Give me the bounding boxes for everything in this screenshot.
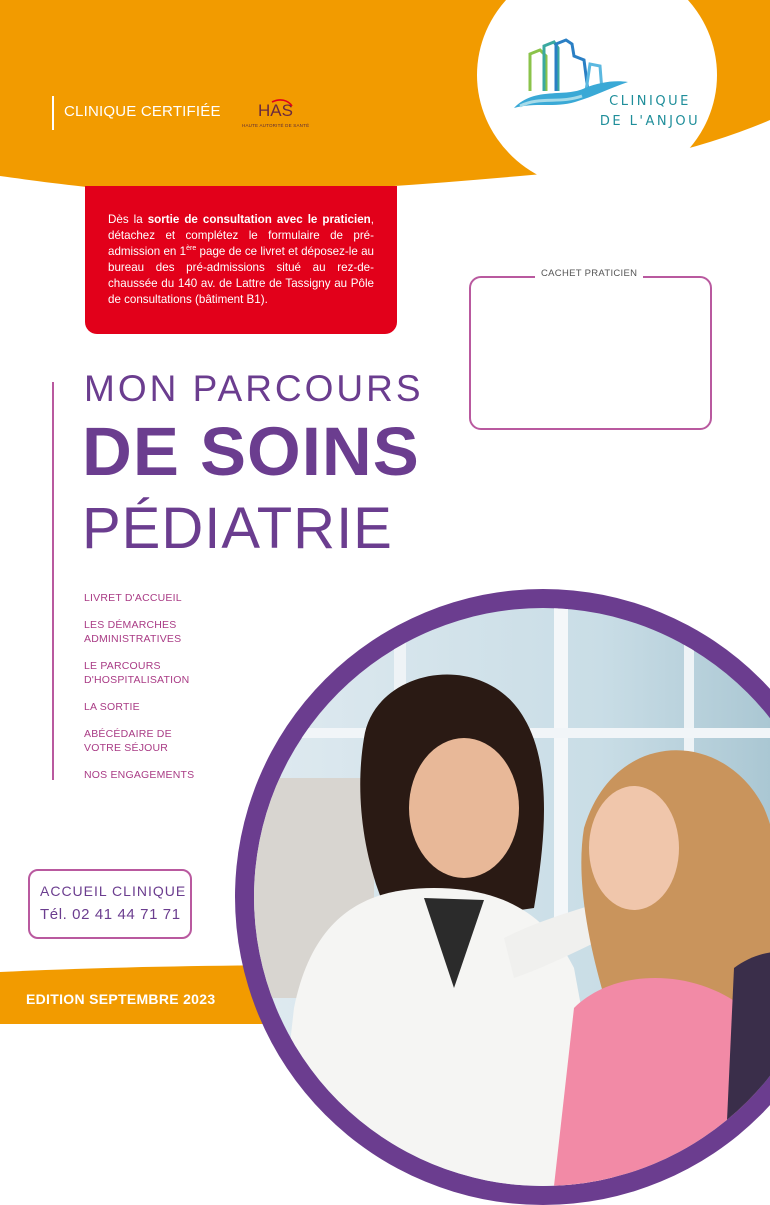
clinic-name-line1: CLINIQUE	[609, 94, 691, 109]
menu-item-livret-accueil[interactable]: LIVRET D'ACCUEIL	[84, 592, 182, 604]
menu-item-abecedaire[interactable]: ABÉCÉDAIRE DE VOTRE SÉJOUR	[84, 728, 172, 754]
clinic-name	[585, 92, 715, 132]
menu-item-sortie[interactable]: LA SORTIE	[84, 701, 140, 713]
menu-item-demarches-administratives[interactable]: LES DÉMARCHES ADMINISTRATIVES	[84, 619, 182, 645]
page-title-line1: MON PARCOURS	[84, 368, 424, 409]
cachet-praticien-box	[469, 276, 712, 430]
contents-menu	[84, 591, 264, 795]
certified-divider	[52, 96, 54, 130]
has-logo-text: HAS	[258, 101, 293, 120]
clinic-name-line2: DE L'ANJOU	[599, 114, 701, 129]
certified-label: CLINIQUE CERTIFIÉE	[64, 103, 221, 120]
has-subtitle: HAUTE AUTORITÉ DE SANTÉ	[242, 123, 310, 128]
menu-item-engagements[interactable]: NOS ENGAGEMENTS	[84, 769, 195, 781]
accueil-clinique-box	[28, 869, 192, 939]
edition-label: EDITION SEPTEMBRE 2023	[26, 991, 216, 1007]
cachet-praticien-label: CACHET PRATICIEN	[535, 268, 643, 279]
page-title-line3: PÉDIATRIE	[82, 496, 393, 561]
preadmission-info-text: Dès la sortie de consultation avec le praticien, détachez et complétez le formulaire de pré-admission en 1ère page de ce livret et déposez-le au bureau des pré-admissions situé au rez-de-chaussée du 140 av. de Lattre de Tassigny au Pôle de consultations (bâtiment B1).	[108, 213, 374, 306]
accueil-clinique-phone[interactable]: Tél. 02 41 44 71 71	[40, 906, 181, 923]
accueil-clinique-title: ACCUEIL CLINIQUE	[40, 883, 187, 899]
title-divider	[52, 382, 54, 780]
has-logo-icon	[242, 98, 322, 134]
menu-item-parcours-hospitalisation[interactable]: LE PARCOURS D'HOSPITALISATION	[84, 660, 190, 686]
page-title-line2: DE SOINS	[82, 413, 420, 490]
